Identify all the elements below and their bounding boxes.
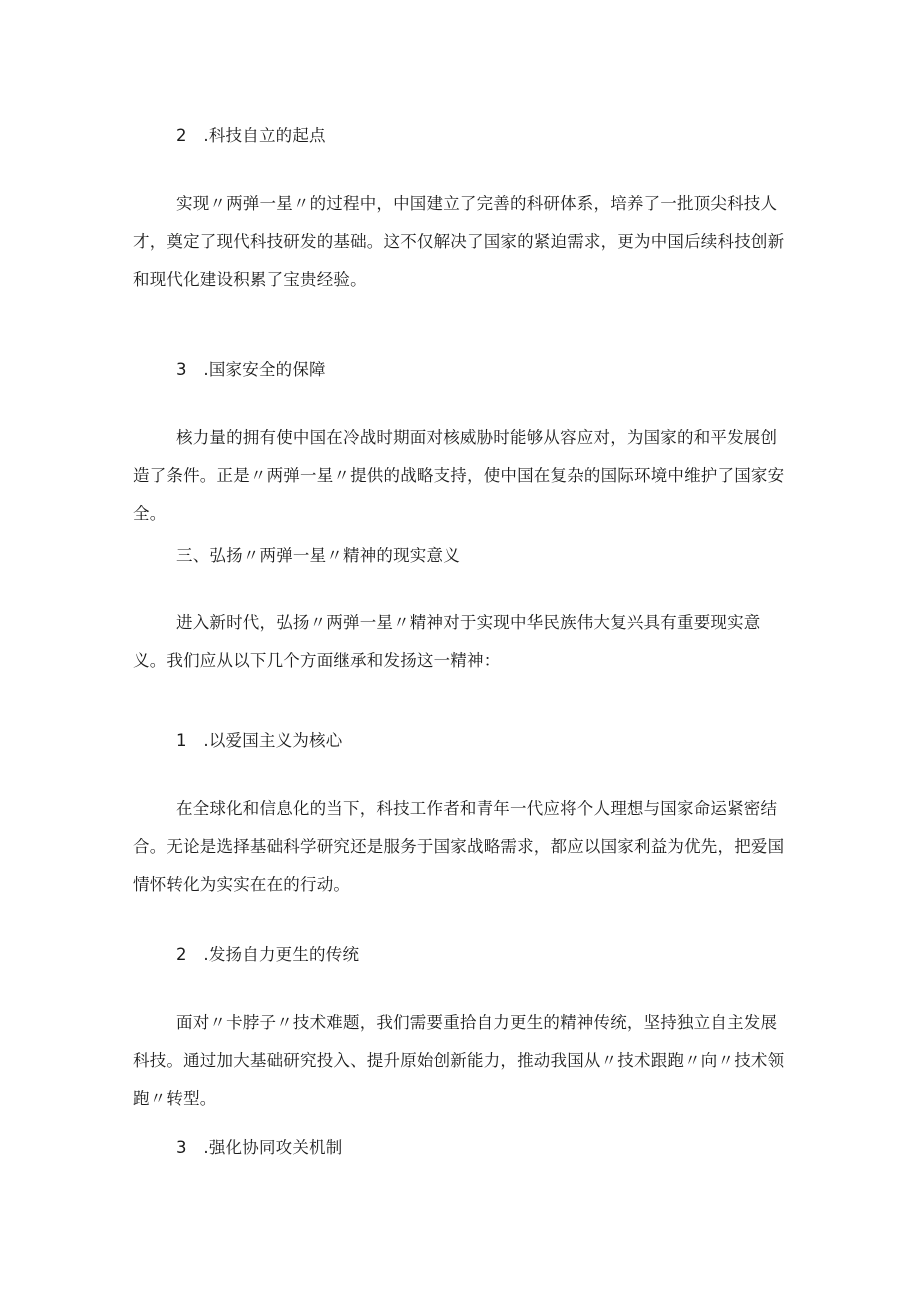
section-heading-practical-significance: 三、弘扬〃两弹一星〃精神的现实意义 [176,546,460,565]
paragraph-text: 核力量的拥有使中国在冷战时期面对核威胁时能够从容应对，为国家的和平发展创造了条件。正是〃两弹一星〃提供的战略支持，使中国在复杂的国际环境中维护了国家安全。 [133,428,785,523]
section-heading-tech-self-reliance: 2 .科技自立的起点 [176,126,326,145]
paragraph-patriotism-core [133,790,793,904]
section-heading-national-security: 3 .国家安全的保障 [176,360,326,379]
section-heading-self-reliance-tradition: 2 .发扬自力更生的传统 [176,945,360,964]
section-heading-collaborative-mechanism: 3 .强化协同攻关机制 [176,1138,343,1157]
paragraph-tech-self-reliance [133,185,793,299]
paragraph-self-reliance-tradition [133,1004,793,1118]
paragraph-national-security [133,419,793,533]
paragraph-practical-significance [133,604,793,680]
paragraph-text: 实现〃两弹一星〃的过程中，中国建立了完善的科研体系，培养了一批顶尖科技人才，奠定了现代科技研发的基础。这不仅解决了国家的紧迫需求，更为中国后续科技创新和现代化建设积累了宝贵经验。 [133,194,785,289]
paragraph-text: 在全球化和信息化的当下，科技工作者和青年一代应将个人理想与国家命运紧密结合。无论是选择基础科学研究还是服务于国家战略需求，都应以国家利益为优先，把爱国情怀转化为实实在在的行动。 [133,799,785,894]
paragraph-text: 进入新时代，弘扬〃两弹一星〃精神对于实现中华民族伟大复兴具有重要现实意义。我们应从以下几个方面继承和发扬这一精神： [133,613,761,670]
paragraph-text: 面对〃卡脖子〃技术难题，我们需要重拾自力更生的精神传统，坚持独立自主发展科技。通过加大基础研究投入、提升原始创新能力，推动我国从〃技术跟跑〃向〃技术领跑〃转型。 [133,1013,785,1108]
section-heading-patriotism-core: 1 .以爱国主义为核心 [176,731,343,750]
